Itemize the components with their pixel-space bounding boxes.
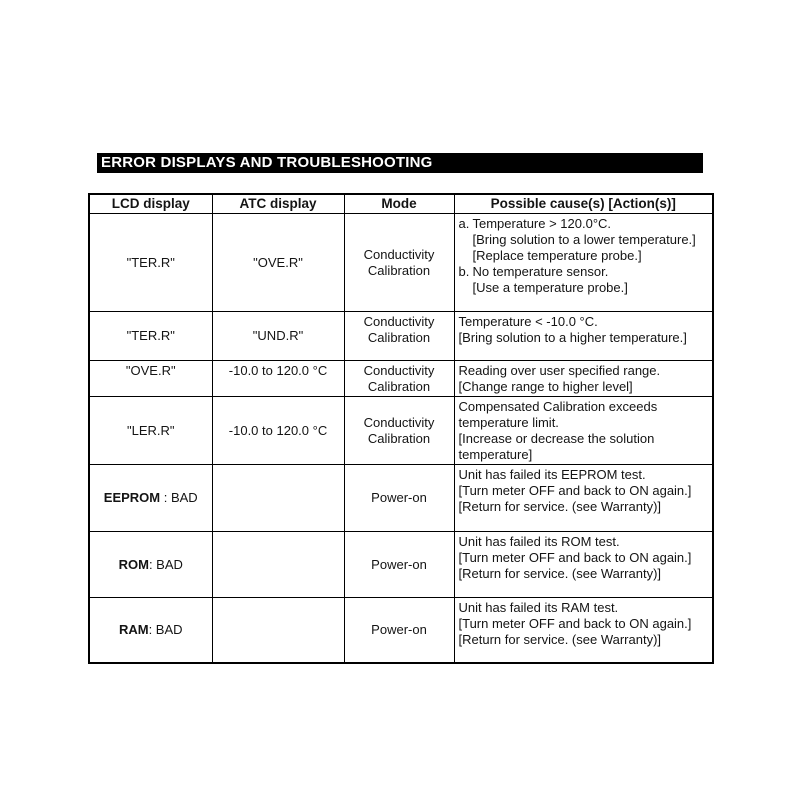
- cause-segment: [Increase or decrease the solution temperature]: [458, 431, 655, 462]
- table-row: [89, 361, 713, 397]
- lcd-display-bold-text: EEPROM: [103, 490, 161, 505]
- col-header-mode: Mode: [344, 194, 454, 214]
- section-title: ERROR DISPLAYS AND TROUBLESHOOTING: [101, 154, 433, 171]
- section-title-bar: [97, 153, 703, 173]
- possible-cause-cell: [454, 312, 713, 361]
- cause-item: [459, 314, 710, 346]
- possible-cause-cell: [454, 397, 713, 465]
- cause-segment: [Use a temperature probe.]: [472, 280, 628, 295]
- possible-cause-cell: [454, 361, 713, 397]
- mode-cell: Conductivity Calibration: [344, 361, 454, 397]
- possible-cause-cell: [454, 532, 713, 598]
- cause-segment: Compensated Calibration exceeds temperature limit.: [458, 399, 658, 430]
- table-row: [89, 598, 713, 663]
- mode-cell: Power-on: [344, 465, 454, 532]
- table-row: [89, 214, 713, 312]
- atc-display-cell: "OVE.R": [212, 214, 344, 312]
- lcd-display-cell: [89, 465, 212, 532]
- mode-cell: Conductivity Calibration: [344, 214, 454, 312]
- table-body: [89, 214, 713, 663]
- col-header-lcd-display: LCD display: [89, 194, 212, 214]
- table-header-row: [89, 194, 713, 214]
- cause-item: [459, 467, 710, 515]
- cause-segment: [Return for service. (see Warranty)]: [458, 499, 662, 514]
- cause-segment: Temperature < -10.0 °C.: [458, 314, 598, 329]
- lcd-display-text: : BAD: [148, 621, 183, 637]
- cause-item-letter: a.: [458, 216, 470, 231]
- lcd-display-cell: [89, 214, 212, 312]
- cause-segment: Unit has failed its EEPROM test.: [458, 467, 646, 482]
- col-header-atc-display: ATC display: [212, 194, 344, 214]
- cause-segment: [Turn meter OFF and back to ON again.]: [458, 550, 692, 565]
- mode-cell: Conductivity Calibration: [344, 397, 454, 465]
- cause-item: [459, 534, 710, 582]
- lcd-display-cell: [89, 312, 212, 361]
- cause-segment: Unit has failed its ROM test.: [458, 534, 620, 549]
- cause-item-text: [459, 314, 710, 346]
- cause-item-text: [459, 600, 710, 648]
- possible-cause-cell: [454, 465, 713, 532]
- cause-item: [459, 264, 710, 296]
- cause-segment: [Turn meter OFF and back to ON again.]: [458, 483, 692, 498]
- cause-segment: Reading over user specified range.: [458, 363, 661, 378]
- cause-item-text: [459, 534, 710, 582]
- cause-segment: [Turn meter OFF and back to ON again.]: [458, 616, 692, 631]
- cause-segment: [Replace temperature probe.]: [472, 248, 642, 263]
- cause-segment: [Bring solution to a higher temperature.]: [458, 330, 687, 345]
- atc-display-cell: [212, 598, 344, 663]
- atc-display-cell: [212, 465, 344, 532]
- atc-display-cell: -10.0 to 120.0 °C: [212, 361, 344, 397]
- cause-segment: [Change range to higher level]: [458, 379, 633, 394]
- lcd-display-cell: [89, 361, 212, 397]
- cause-item-text: [459, 363, 710, 395]
- col-header-possible-cause: Possible cause(s) [Action(s)]: [454, 194, 713, 214]
- lcd-display-cell: [89, 532, 212, 598]
- table-row: [89, 397, 713, 465]
- cause-item-text: [459, 467, 710, 515]
- lcd-display-text: : BAD: [148, 556, 183, 572]
- cause-item-letter: b.: [458, 264, 470, 279]
- table-row: [89, 312, 713, 361]
- atc-display-cell: "UND.R": [212, 312, 344, 361]
- cause-segment: Unit has failed its RAM test.: [458, 600, 619, 615]
- possible-cause-cell: [454, 598, 713, 663]
- lcd-display-text: "LER.R": [126, 422, 175, 438]
- cause-segment: No temperature sensor.: [472, 264, 609, 279]
- cause-segment: [Bring solution to a lower temperature.]: [472, 232, 696, 247]
- lcd-display-cell: [89, 598, 212, 663]
- cause-item-text: [473, 216, 710, 264]
- mode-cell: Power-on: [344, 532, 454, 598]
- table-row: [89, 532, 713, 598]
- atc-display-cell: [212, 532, 344, 598]
- cause-segment: Temperature > 120.0°C.: [472, 216, 612, 231]
- cause-item: [459, 600, 710, 648]
- mode-cell: Conductivity Calibration: [344, 312, 454, 361]
- lcd-display-text: "OVE.R": [125, 363, 176, 378]
- lcd-display-text: : BAD: [160, 490, 198, 505]
- cause-item: [459, 363, 710, 395]
- lcd-display-cell: [89, 397, 212, 465]
- cause-item: [459, 216, 710, 264]
- troubleshooting-table: [88, 193, 714, 664]
- lcd-display-bold-text: ROM: [118, 556, 149, 572]
- lcd-display-bold-text: RAM: [118, 621, 149, 637]
- atc-display-cell: -10.0 to 120.0 °C: [212, 397, 344, 465]
- cause-item: [459, 399, 710, 463]
- cause-segment: [Return for service. (see Warranty)]: [458, 566, 662, 581]
- mode-cell: Power-on: [344, 598, 454, 663]
- lcd-display-text: "TER.R": [126, 254, 175, 270]
- cause-item-text: [473, 264, 710, 296]
- lcd-display-text: "TER.R": [126, 328, 175, 343]
- possible-cause-cell: [454, 214, 713, 312]
- cause-item-text: [459, 399, 710, 463]
- cause-segment: [Return for service. (see Warranty)]: [458, 632, 662, 647]
- table-row: [89, 465, 713, 532]
